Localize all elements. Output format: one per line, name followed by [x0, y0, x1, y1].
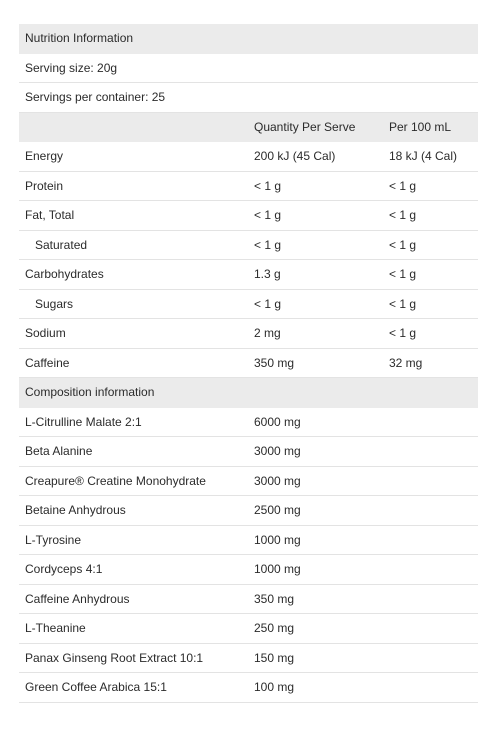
ingredient-amount: 6000 mg: [254, 414, 301, 429]
ingredient-name: Betaine Anhydrous: [25, 503, 126, 517]
composition-row: [19, 437, 478, 467]
nutrient-per-100ml: 32 mg: [389, 355, 423, 370]
nutrient-row-caffeine: [19, 349, 478, 379]
nutrient-per-serve: < 1 g: [254, 237, 282, 252]
composition-row: [19, 526, 478, 556]
nutrient-per-serve: < 1 g: [254, 208, 282, 222]
ingredient-name: Creapure® Creatine Monohydrate: [25, 473, 206, 488]
ingredient-amount: 100 mg: [254, 680, 295, 694]
ingredient-name: L-Theanine: [25, 621, 86, 635]
nutrient-per-100ml: < 1 g: [389, 267, 417, 281]
nutrient-row-carbohydrates: [19, 260, 478, 290]
nutrient-per-100ml: < 1 g: [389, 237, 417, 252]
ingredient-amount: 3000 mg: [254, 444, 301, 458]
composition-title: Composition information: [25, 385, 155, 399]
nutrient-name: Carbohydrates: [25, 267, 104, 281]
nutrient-row-saturated: [19, 231, 478, 261]
composition-row: [19, 673, 478, 703]
ingredient-name: L-Citrulline Malate 2:1: [25, 414, 142, 429]
nutrient-per-serve: 1.3 g: [254, 267, 281, 281]
nutrient-per-100ml: < 1 g: [389, 326, 417, 340]
ingredient-name: Cordyceps 4:1: [25, 562, 103, 576]
nutrient-row-sugars: [19, 290, 478, 320]
nutrient-name: Saturated: [35, 237, 88, 252]
composition-row: [19, 408, 478, 438]
nutrition-title: Nutrition Information: [25, 31, 134, 45]
nutrient-per-serve: < 1 g: [254, 178, 282, 193]
ingredient-amount: 3000 mg: [254, 473, 301, 488]
composition-row: [19, 467, 478, 497]
nutrient-name: Energy: [25, 149, 64, 163]
nutrient-row-fat-total: [19, 201, 478, 231]
nutrition-table: [19, 24, 478, 703]
nutrient-name: Fat, Total: [25, 208, 75, 222]
ingredient-amount: 2500 mg: [254, 503, 301, 517]
column-header-per-100ml: Per 100 mL: [389, 119, 452, 134]
nutrient-row-protein: [19, 172, 478, 202]
composition-title-row: [19, 378, 478, 408]
ingredient-amount: 250 mg: [254, 621, 295, 635]
ingredient-amount: 350 mg: [254, 591, 295, 606]
nutrient-per-100ml: 18 kJ (4 Cal): [389, 149, 458, 163]
serving-size-row: [19, 54, 478, 84]
ingredient-name: Green Coffee Arabica 15:1: [25, 680, 167, 694]
composition-row: [19, 644, 478, 674]
composition-row: [19, 496, 478, 526]
nutrient-per-serve: < 1 g: [254, 296, 282, 311]
nutrient-row-energy: [19, 142, 478, 172]
ingredient-name: L-Tyrosine: [25, 532, 82, 547]
servings-per-container-row: [19, 83, 478, 113]
serving-size: Serving size: 20g: [25, 60, 118, 75]
composition-row: [19, 555, 478, 585]
nutrient-name: Sugars: [35, 296, 74, 311]
nutrient-per-100ml: < 1 g: [389, 178, 417, 193]
nutrient-per-serve: 2 mg: [254, 326, 281, 340]
column-header-row: [19, 113, 478, 143]
nutrient-per-serve: 200 kJ (45 Cal): [254, 149, 336, 163]
nutrient-per-100ml: < 1 g: [389, 296, 417, 311]
composition-row: [19, 585, 478, 615]
ingredient-amount: 1000 mg: [254, 532, 301, 547]
ingredient-amount: 150 mg: [254, 650, 295, 665]
nutrition-title-row: [19, 24, 478, 54]
nutrient-per-serve: 350 mg: [254, 355, 295, 370]
composition-row: [19, 614, 478, 644]
ingredient-name: Beta Alanine: [25, 444, 93, 458]
nutrient-name: Sodium: [25, 326, 66, 340]
ingredient-name: Panax Ginseng Root Extract 10:1: [25, 650, 204, 665]
nutrient-name: Protein: [25, 178, 64, 193]
ingredient-amount: 1000 mg: [254, 562, 301, 576]
servings-per-container: Servings per container: 25: [25, 90, 166, 104]
nutrient-row-sodium: [19, 319, 478, 349]
column-header-per-serve: Quantity Per Serve: [254, 119, 356, 134]
nutrient-per-100ml: < 1 g: [389, 208, 417, 222]
ingredient-name: Caffeine Anhydrous: [25, 591, 130, 606]
nutrient-name: Caffeine: [25, 355, 70, 370]
